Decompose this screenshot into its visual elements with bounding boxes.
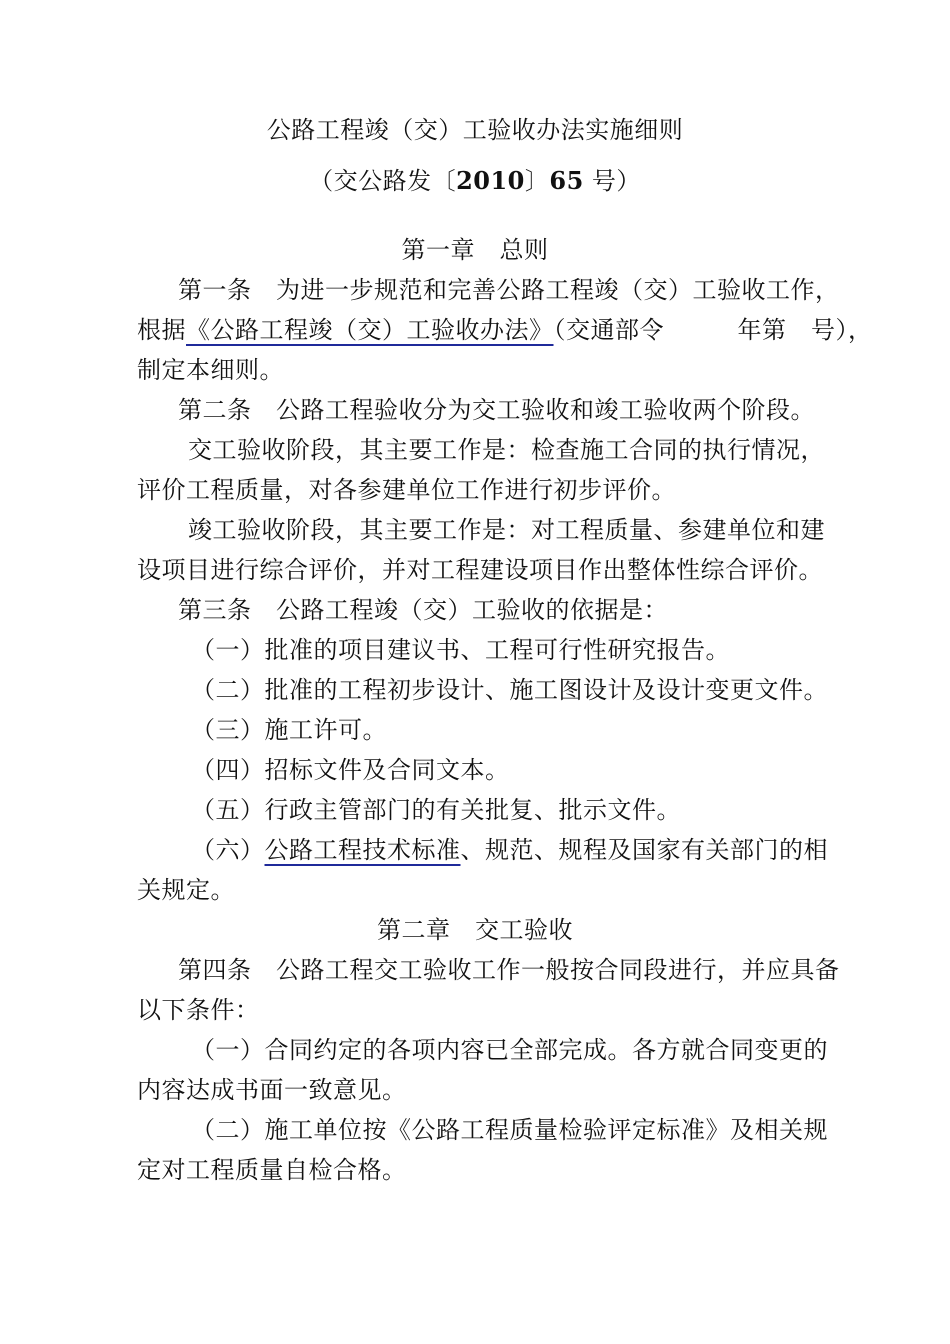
article-3-item-5: （五）行政主管部门的有关批复、批示文件。 bbox=[191, 796, 681, 824]
article-4-item-2-line-1: （二）施工单位按《公路工程质量检验评定标准》及相关规 bbox=[191, 1116, 828, 1144]
article-3-item-6 bbox=[191, 834, 950, 866]
article-3-item-4: （四）招标文件及合同文本。 bbox=[191, 756, 510, 784]
chapter-1-heading: 第一章 总则 bbox=[401, 236, 549, 264]
article-3-item-3: （三）施工许可。 bbox=[191, 716, 387, 744]
article-3-item-6-line-2: 关规定。 bbox=[137, 876, 235, 904]
article-3-item-2: （二）批准的工程初步设计、施工图设计及设计变更文件。 bbox=[191, 676, 828, 704]
chapter-2-heading: 第二章 交工验收 bbox=[377, 916, 573, 944]
doc-no-mid: 〕 bbox=[524, 167, 550, 195]
item-6-suffix: 、规范、规程及国家有关部门的相 bbox=[460, 836, 828, 864]
article-4-line-2: 以下条件： bbox=[137, 996, 260, 1024]
article-2-para-2-line-2: 设项目进行综合评价，并对工程建设项目作出整体性综合评价。 bbox=[137, 556, 823, 584]
regulation-link[interactable]: 《公路工程竣（交）工验收办法》 bbox=[186, 316, 554, 344]
doc-no-num: 65 bbox=[549, 166, 584, 195]
article-2-para-1-line-1: 交工验收阶段，其主要工作是：检查施工合同的执行情况， bbox=[188, 436, 825, 464]
article-4-item-2-line-2: 定对工程质量自检合格。 bbox=[137, 1156, 407, 1184]
standard-link[interactable]: 公路工程技术标准 bbox=[264, 836, 461, 864]
article-1-line-3: 制定本细则。 bbox=[137, 356, 284, 384]
article-4-item-1-line-1: （一）合同约定的各项内容已全部完成。各方就合同变更的 bbox=[191, 1036, 828, 1064]
document-title: 公路工程竣（交）工验收办法实施细则 bbox=[266, 116, 684, 144]
item-6-prefix: （六） bbox=[191, 836, 265, 864]
doc-no-suffix: 号） bbox=[583, 167, 641, 195]
document-number bbox=[0, 165, 950, 197]
doc-no-year: 2010 bbox=[456, 166, 525, 195]
article-1-suffix: （交通部令 年第 号）， bbox=[553, 316, 873, 344]
article-1-prefix: 根据 bbox=[137, 316, 186, 344]
article-1-line-2 bbox=[137, 314, 950, 346]
article-4-item-1-line-2: 内容达成书面一致意见。 bbox=[137, 1076, 407, 1104]
doc-no-prefix: （交公路发〔 bbox=[309, 167, 457, 195]
article-1-line-1: 第一条 为进一步规范和完善公路工程竣（交）工验收工作， bbox=[178, 276, 840, 304]
article-2-para-2-line-1: 竣工验收阶段，其主要工作是：对工程质量、参建单位和建 bbox=[188, 516, 825, 544]
article-3-line-1: 第三条 公路工程竣（交）工验收的依据是： bbox=[178, 596, 668, 624]
article-2-para-1-line-2: 评价工程质量，对各参建单位工作进行初步评价。 bbox=[137, 476, 676, 504]
article-3-item-1: （一）批准的项目建议书、工程可行性研究报告。 bbox=[191, 636, 730, 664]
article-2-line-1: 第二条 公路工程验收分为交工验收和竣工验收两个阶段。 bbox=[178, 396, 815, 424]
article-4-line-1: 第四条 公路工程交工验收工作一般按合同段进行，并应具备 bbox=[178, 956, 840, 984]
